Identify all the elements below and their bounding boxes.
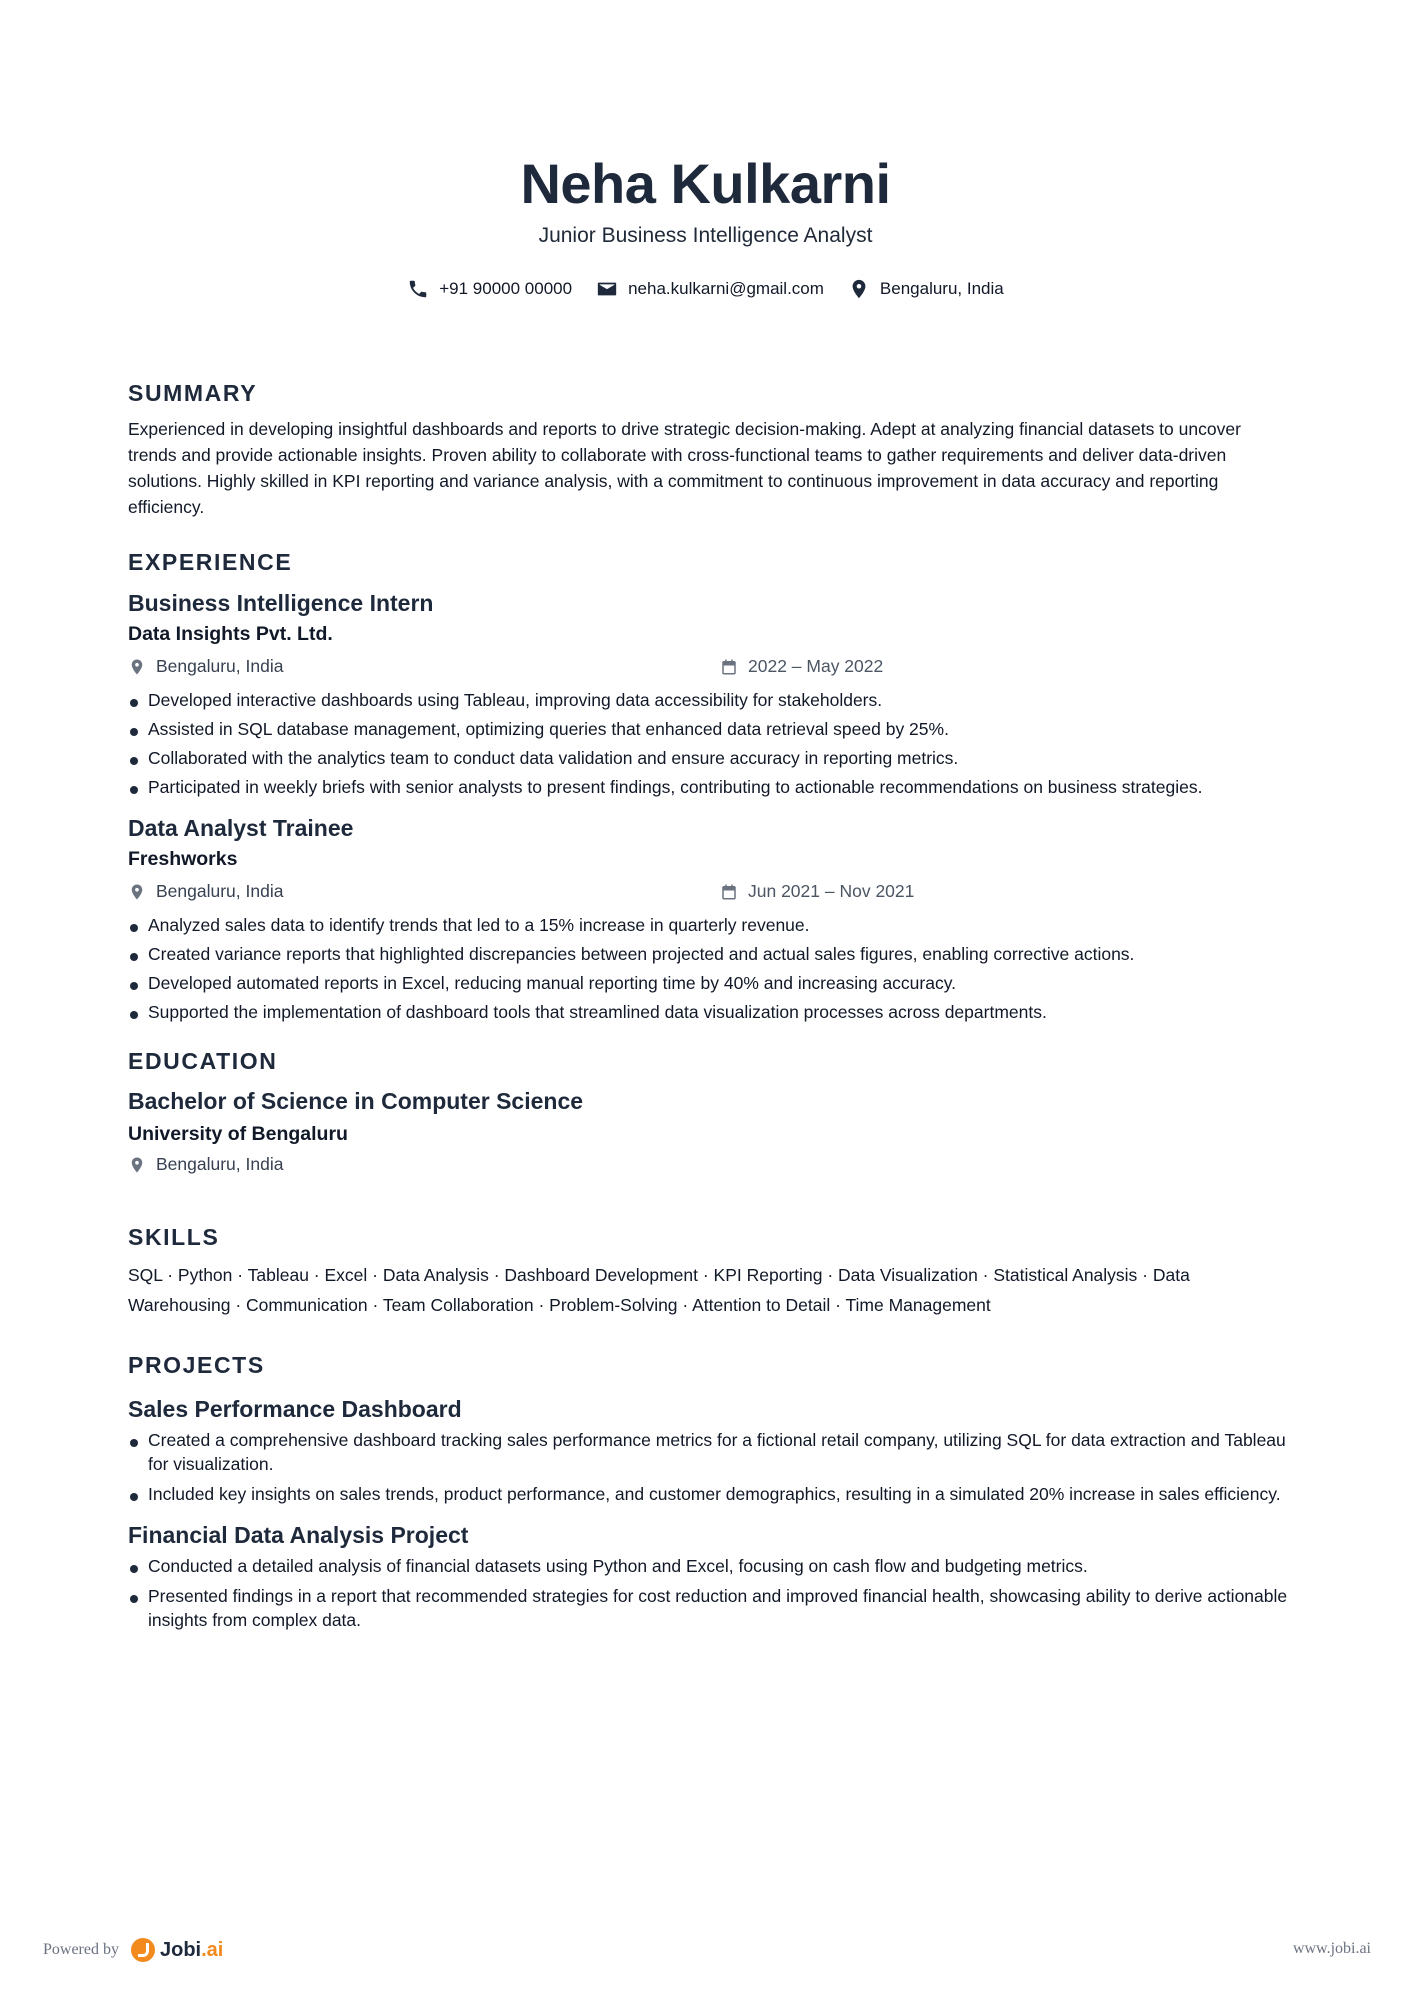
resume-body	[128, 378, 1288, 1638]
site-link[interactable]: www.jobi.ai	[1292, 1940, 1371, 1957]
job-location	[128, 881, 283, 902]
education-heading: EDUCATION	[128, 1048, 278, 1074]
job-location	[128, 656, 283, 677]
bullet-item: Developed interactive dashboards using Tableau, improving data accessibility for stakeholders.	[128, 688, 1288, 712]
education-location	[128, 1154, 283, 1175]
job-title: Data Analyst Trainee	[128, 815, 354, 841]
job-entry	[128, 813, 1288, 1024]
jobi-logo-icon	[131, 1938, 155, 1962]
project-title: Financial Data Analysis Project	[128, 1522, 469, 1548]
location-text: Bengaluru, India	[879, 279, 1004, 298]
logo-main-text: Jobi	[159, 1938, 202, 1961]
contact-row	[0, 278, 1411, 300]
bullet-item: Participated in weekly briefs with senior analysts to present findings, contributing to actionable recommendations on business strategies.	[128, 775, 1288, 799]
summary-text: Experienced in developing insightful dashboards and reports to drive strategic decision-making. Adept at analyzing financial datasets to uncover trends and provide actionable insights. Proven ability to collaborate with cross-functional teams to gather requirements and deliver data-driven solutions. Highly skilled in KPI reporting and variance analysis, with a commitment to continuous improvement in data accuracy and reporting efficiency.	[128, 419, 1241, 517]
bullet-item: Assisted in SQL database management, optimizing queries that enhanced data retrieval speed by 25%.	[128, 717, 1288, 741]
job-entry	[128, 588, 1288, 799]
projects-section	[128, 1350, 1288, 1632]
job-title: Business Intelligence Intern	[128, 590, 434, 616]
job-location-text: Bengaluru, India	[156, 881, 284, 901]
powered-by-text: Powered by	[43, 1941, 119, 1958]
degree-title: Bachelor of Science in Computer Science	[128, 1088, 584, 1114]
candidate-name: Neha Kulkarni	[520, 152, 891, 215]
bullet-item: Developed automated reports in Excel, reducing manual reporting time by 40% and increasing accuracy.	[128, 971, 1288, 995]
contact-email	[596, 278, 824, 300]
logo-suffix-text: .ai	[201, 1938, 224, 1961]
bullet-item: Included key insights on sales trends, product performance, and customer demographics, resulting in a simulated 20% increase in sales efficiency.	[128, 1482, 1288, 1506]
skills-heading: SKILLS	[128, 1224, 220, 1250]
project-title: Sales Performance Dashboard	[128, 1396, 462, 1422]
mail-icon	[596, 278, 618, 300]
bullet-item: Analyzed sales data to identify trends that led to a 15% increase in quarterly revenue.	[128, 913, 1288, 937]
calendar-icon	[720, 883, 738, 901]
projects-heading: PROJECTS	[128, 1352, 265, 1378]
job-meta	[128, 881, 1288, 909]
bullet-item: Presented findings in a report that recommended strategies for cost reduction and improved financial health, showcasing ability to derive actionable insights from complex data.	[128, 1584, 1288, 1632]
experience-section	[128, 547, 1288, 1024]
company-name: Freshworks	[128, 848, 238, 870]
bullet-item: Created a comprehensive dashboard tracking sales performance metrics for a fictional retail company, utilizing SQL for data extraction and Tableau for visualization.	[128, 1428, 1288, 1476]
project-entry	[128, 1394, 1288, 1506]
email-text: neha.kulkarni@gmail.com	[628, 279, 824, 298]
job-meta	[128, 656, 1288, 684]
bullet-item: Conducted a detailed analysis of financial datasets using Python and Excel, focusing on cash flow and budgeting metrics.	[128, 1554, 1288, 1578]
bullet-item: Supported the implementation of dashboard tools that streamlined data visualization processes across departments.	[128, 1000, 1288, 1024]
education-location-text: Bengaluru, India	[156, 1154, 284, 1174]
phone-text: +91 90000 00000	[439, 279, 573, 298]
location-pin-icon	[848, 278, 870, 300]
calendar-icon	[720, 658, 738, 676]
project-bullets	[128, 1428, 1288, 1506]
job-dates-text: 2022 – May 2022	[748, 656, 884, 676]
contact-location	[848, 278, 1004, 300]
resume-header	[0, 150, 1411, 300]
school-name: University of Bengaluru	[128, 1123, 348, 1145]
candidate-role: Junior Business Intelligence Analyst	[538, 224, 873, 247]
summary-section	[128, 378, 1288, 520]
education-meta	[128, 1154, 1288, 1182]
company-name: Data Insights Pvt. Ltd.	[128, 623, 333, 645]
location-pin-icon	[128, 1156, 146, 1174]
bullet-item: Collaborated with the analytics team to conduct data validation and ensure accuracy in reporting metrics.	[128, 746, 1288, 770]
powered-by	[43, 1938, 223, 1962]
job-bullets	[128, 913, 1288, 1024]
contact-phone	[407, 278, 572, 300]
job-dates	[720, 881, 914, 902]
skills-text: SQL · Python · Tableau · Excel · Data Analysis · Dashboard Development · KPI Reporting · Data Visualization · Statistical Analysis · Data Warehousing · Communication · Team Collaboration · Problem-Solving · Attention to Detail · Time Management	[128, 1265, 1190, 1315]
project-entry	[128, 1520, 1288, 1632]
job-bullets	[128, 688, 1288, 799]
location-pin-icon	[128, 883, 146, 901]
job-dates	[720, 656, 883, 677]
project-bullets	[128, 1554, 1288, 1632]
skills-section	[128, 1222, 1288, 1320]
location-pin-icon	[128, 658, 146, 676]
job-location-text: Bengaluru, India	[156, 656, 284, 676]
summary-heading: SUMMARY	[128, 380, 258, 406]
phone-icon	[407, 278, 429, 300]
bullet-item: Created variance reports that highlighted discrepancies between projected and actual sales figures, enabling corrective actions.	[128, 942, 1288, 966]
education-section	[128, 1046, 1288, 1182]
jobi-logo[interactable]	[131, 1938, 223, 1962]
experience-heading: EXPERIENCE	[128, 549, 293, 575]
job-dates-text: Jun 2021 – Nov 2021	[748, 881, 915, 901]
